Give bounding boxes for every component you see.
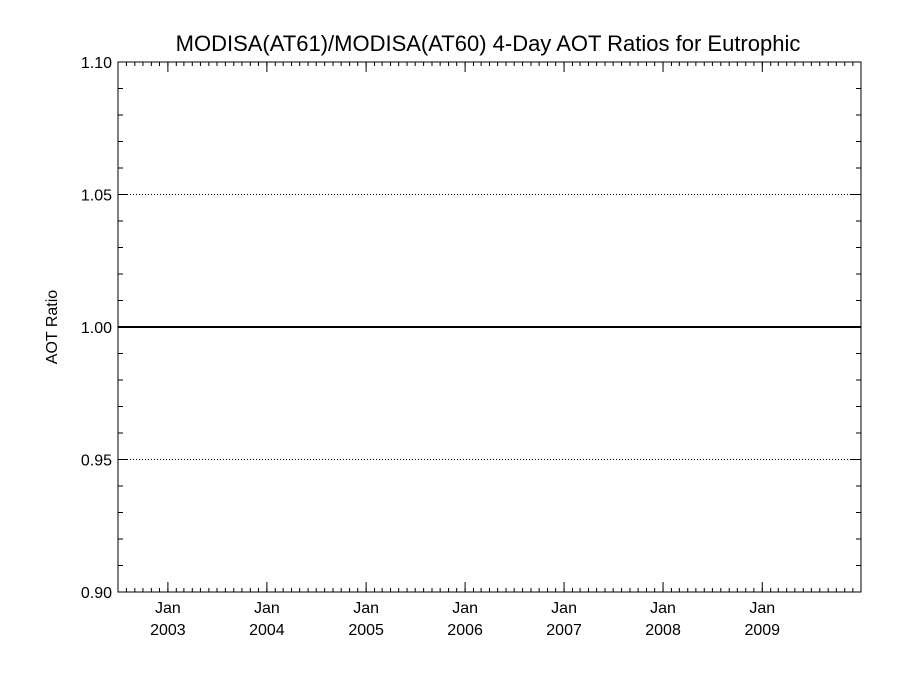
x-tick-label-month: Jan [253, 600, 280, 617]
x-tick-label-month: Jan [551, 600, 577, 617]
x-tick-label-month: Jan [452, 600, 478, 617]
x-tick-label-month: Jan [353, 600, 380, 617]
x-tick-label-year: 2006 [447, 622, 483, 639]
chart-title: MODISA(AT61)/MODISA(AT60) 4-Day AOT Ratios for Eutrophic [175, 31, 801, 56]
x-tick-label-year: 2004 [249, 622, 285, 639]
y-tick-label: 1.10 [80, 55, 112, 72]
x-tick-label-year: 2007 [546, 622, 582, 639]
x-tick-label-year: 2009 [744, 622, 781, 639]
x-tick-label-month: Jan [749, 600, 776, 617]
y-tick-label: 1.00 [80, 320, 112, 337]
x-tick-label-month: Jan [650, 600, 676, 617]
x-tick-labels [150, 600, 780, 639]
x-tick-label-year: 2003 [150, 622, 186, 639]
x-tick-label-year: 2008 [645, 622, 681, 639]
gridlines [118, 62, 861, 460]
y-tick-label: 1.05 [80, 187, 112, 205]
y-axis-label: AOT Ratio [44, 289, 61, 365]
x-tick-label-year: 2005 [348, 622, 384, 639]
y-tick-labels [81, 55, 112, 602]
x-tick-label-month: Jan [154, 600, 181, 617]
y-tick-label: 0.90 [80, 585, 112, 602]
y-tick-label: 0.95 [80, 452, 112, 470]
